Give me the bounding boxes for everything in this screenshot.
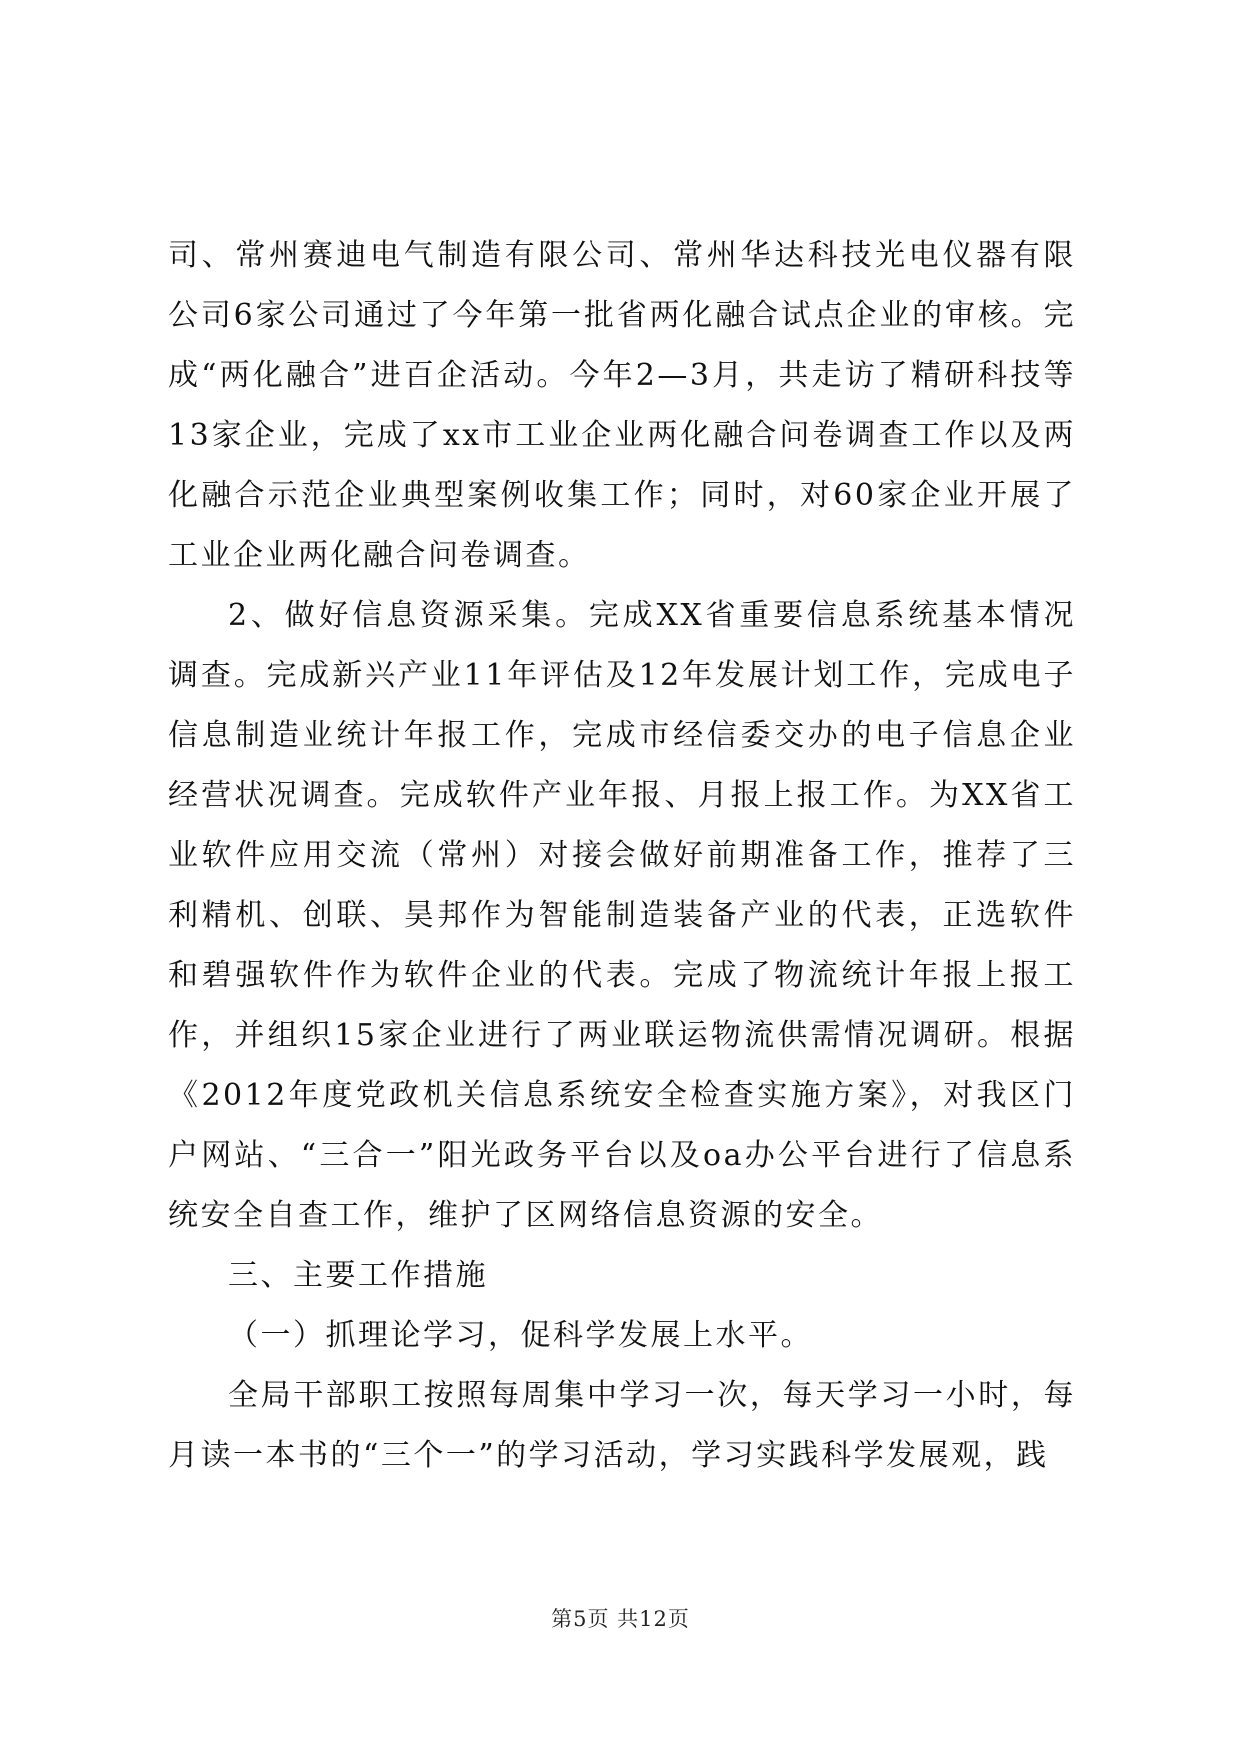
paragraph-intro-continued: 司、常州赛迪电气制造有限公司、常州华达科技光电仪器有限公司6家公司通过了今年第一批省两化融合试点企业的审核。完成“两化融合”进百企活动。今年2—3月，共走访了精研科技等13家企业，完成了xx市工业企业两化融合问卷调查工作以及两化融合示范企业典型案例收集工作；同时，对60家企业开展了工业企业两化融合问卷调查。 <box>168 238 1076 573</box>
paragraph-info-resource-collection: 2、做好信息资源采集。完成XX省重要信息系统基本情况调查。完成新兴产业11年评估及12年发展计划工作，完成电子信息制造业统计年报工作，完成市经信委交办的电子信息企业经营状况调查。完成软件产业年报、月报上报工作。为XX省工业软件应用交流（常州）对接会做好前期准备工作，推荐了三利精机、创联、昊邦作为智能制造装备产业的代表，正选软件和碧强软件作为软件企业的代表。完成了物流统计年报上报工作，并组织15家企业进行了两业联运物流供需情况调研。根据《2012年度党政机关信息系统安全检查实施方案》，对我区门户网站、“三合一”阳光政务平台以及oa办公平台进行了信息系统安全自查工作，维护了区网络信息资源的安全。 <box>168 598 1076 1233</box>
page-number-footer: 第5页 共12页 <box>551 1607 690 1631</box>
subsection-heading-theory-study: （一）抓理论学习，促科学发展上水平。 <box>228 1318 813 1353</box>
document-body <box>168 226 1076 1486</box>
section-heading-main-measures: 三、主要工作措施 <box>228 1258 488 1293</box>
paragraph-study-activities: 全局干部职工按照每周集中学习一次，每天学习一小时，每月读一本书的“三个一”的学习活动，学习实践科学发展观，践 <box>168 1378 1076 1473</box>
